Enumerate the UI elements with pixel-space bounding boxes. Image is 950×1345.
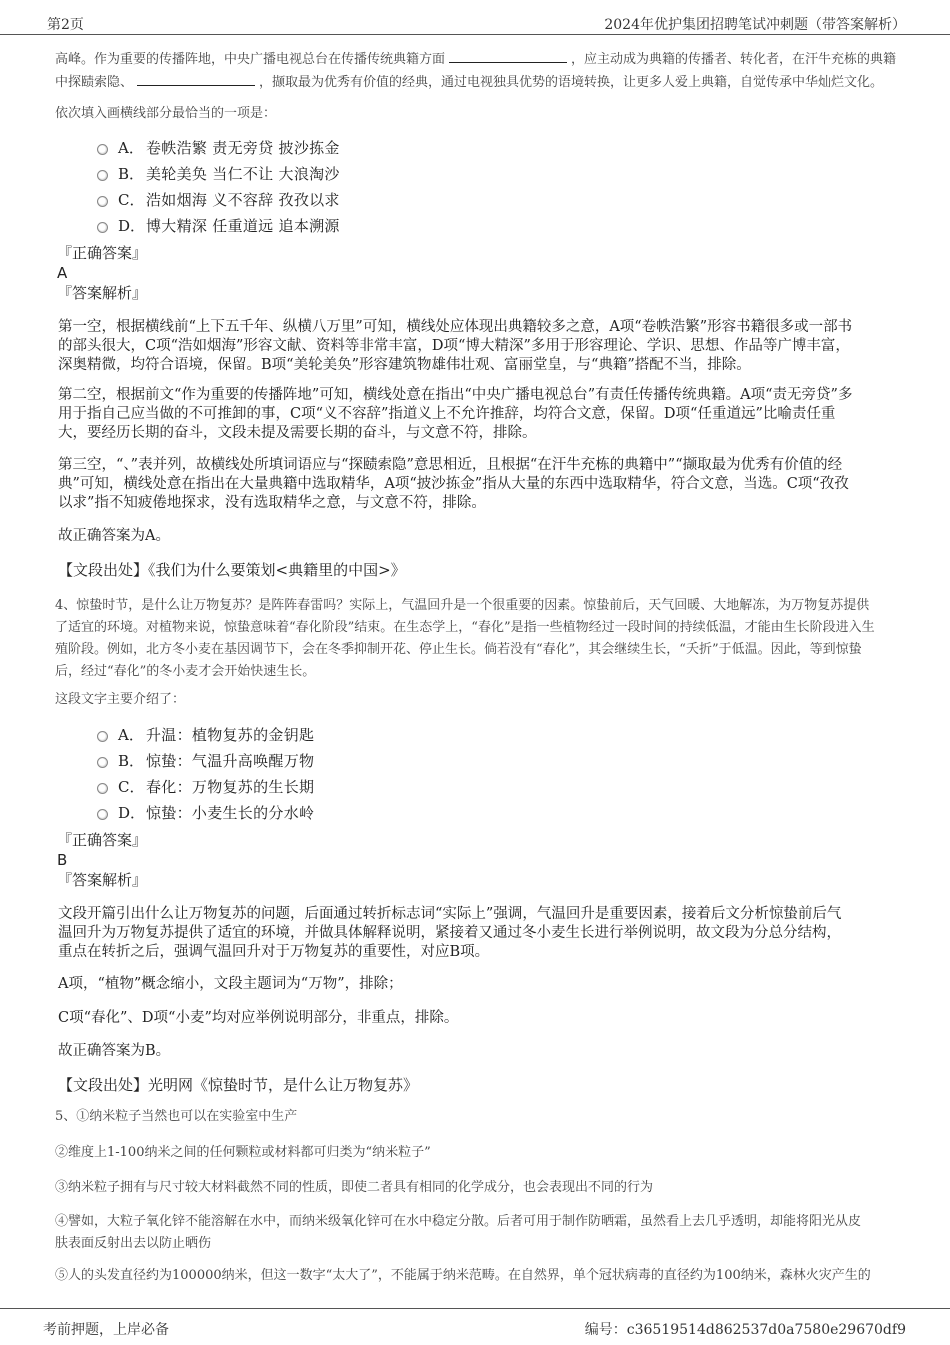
- q4-analysis-p1: 文段开篇引出什么让万物复苏的问题，后面通过转折标志词“实际上”强调，气温回升是重要因素，接着后文分析惊蛰前后气 温回升为万物复苏提供了适宜的环境，并做具体解释说明，紧接着又通过冬小麦生长进行举例说明，故文段为分总分结构， 重点在转折之后，强调气温回升对于万物复苏的重要性，对应B项。: [58, 906, 842, 960]
- q3-analysis-p1: 第一空，根据横线前“上下五千年、纵横八万里”可知，横线处应体现出典籍较多之意，A项“卷帙浩繁”形容书籍很多或一部书 的部头很大，C项“浩如烟海”形容文献、资料等非常丰富，D项“博大精深”多用于形容理论、学识、思想、作品等广博丰富， 深奥精微，均符合语境，保留。B项“美轮美奂”形容建筑物雄伟壮观、富丽堂皇，与“典籍”搭配不当，排除。: [58, 319, 853, 373]
- q3-conclusion: 故正确答案为A。: [58, 528, 170, 544]
- q4-question: 这段文字主要介绍了：: [55, 692, 186, 707]
- q4-conclusion: 故正确答案为B。: [58, 1043, 171, 1059]
- q3-option-b[interactable]: B． 美轮美奂 当仁不让 大浪淘沙: [97, 160, 340, 186]
- q3-analysis-label: 『答案解析』: [57, 284, 148, 302]
- document-title: 2024年优护集团招聘笔试冲刺题（带答案解析）: [604, 17, 906, 33]
- page-footer: [0, 1308, 950, 1345]
- q3-options: [97, 134, 340, 238]
- radio-icon[interactable]: [97, 809, 108, 820]
- q4-analysis-label: 『答案解析』: [57, 871, 148, 889]
- q4-option-a[interactable]: A． 升温：植物复苏的金钥匙: [97, 721, 314, 747]
- q3-question: 依次填入画横线部分最恰当的一项是：: [55, 106, 277, 121]
- q5-item-4: ④譬如，大粒子氧化锌不能溶解在水中，而纳米级氧化锌可在水中稳定分散。后者可用于制作防晒霜，虽然看上去几乎透明，却能将阳光从皮 肤表面反射出去以防止晒伤: [55, 1214, 862, 1251]
- q3-option-d[interactable]: D． 博大精深 任重道远 追本溯源: [97, 212, 340, 238]
- q5-item-3: ③纳米粒子拥有与尺寸较大材料截然不同的性质，即使二者具有相同的化学成分，也会表现出不同的行为: [55, 1180, 654, 1195]
- q4-options: [97, 721, 314, 825]
- fill-blank-1: [449, 48, 567, 63]
- q3-option-a[interactable]: A． 卷帙浩繁 责无旁贷 披沙拣金: [97, 134, 340, 160]
- q4-option-b[interactable]: B． 惊蛰：气温升高唤醒万物: [97, 747, 314, 773]
- page-header: [0, 0, 950, 35]
- fill-blank-2: [137, 71, 255, 86]
- radio-icon[interactable]: [97, 170, 108, 181]
- q4-analysis-p2: A项，“植物”概念缩小，文段主题词为“万物”，排除；: [58, 976, 403, 992]
- document-id: 编号：c36519514d862537d0a7580e29670df9: [584, 1322, 906, 1338]
- page-number: 第2页: [47, 17, 84, 33]
- q5-item-5: ⑤人的头发直径约为100000纳米，但这一数字“太大了”，不能属于纳米范畴。在自然界，单个冠状病毒的直径约为100纳米，森林火灾产生的: [55, 1268, 871, 1283]
- q4-answer-label: 『正确答案』: [57, 831, 148, 849]
- q4-source: 【文段出处】光明网《惊蛰时节，是什么让万物复苏》: [58, 1076, 419, 1094]
- footer-slogan: 考前押题，上岸必备: [43, 1322, 169, 1338]
- q5-item-1: 5、①纳米粒子当然也可以在实验室中生产: [55, 1109, 298, 1124]
- radio-icon[interactable]: [97, 196, 108, 207]
- q3-analysis-p3: 第三空，“、”表并列，故横线处所填词语应与“探赜索隐”意思相近，且根据“在汗牛充栋的典籍中”“撷取最为优秀有价值的经 典”可知，横线处意在指出在大量典籍中选取精华，A项“披沙拣金”指从大量的东西中选取精华，符合文意，当选。C项“孜孜 以求”指不知疲倦地探求，没有选取精华之意，与文意不符，排除。: [58, 457, 849, 511]
- radio-icon[interactable]: [97, 731, 108, 742]
- q4-passage: 4、惊蛰时节，是什么让万物复苏？是阵阵春雷吗？实际上，气温回升是一个很重要的因素。惊蛰前后，天气回暖、大地解冻，为万物复苏提供 了适宜的环境。对植物来说，惊蛰意味着“春化阶段”结束。在生态学上，“春化”是指一些植物经过一段时间的持续低温，才能由生长阶段进入生 殖阶段。例如，北方冬小麦在基因调节下，会在冬季抑制开花、停止生长。倘若没有“春化”，其会继续生长，“夭折”于低温。因此，等到惊蛰 后，经过“春化”的冬小麦才会开始快速生长。: [55, 598, 875, 679]
- radio-icon[interactable]: [97, 757, 108, 768]
- q3-source: 【文段出处】《我们为什么要策划<典籍里的中国>》: [58, 561, 406, 579]
- q4-option-d[interactable]: D． 惊蛰：小麦生长的分水岭: [97, 799, 314, 825]
- q5-item-2: ②维度上1-100纳米之间的任何颗粒或材料都可归类为“纳米粒子”: [55, 1145, 431, 1160]
- radio-icon[interactable]: [97, 783, 108, 794]
- radio-icon[interactable]: [97, 222, 108, 233]
- q4-answer: B: [57, 851, 68, 869]
- q3-answer: A: [57, 264, 68, 282]
- radio-icon[interactable]: [97, 144, 108, 155]
- q3-answer-label: 『正确答案』: [57, 244, 148, 262]
- q3-passage: 高峰。作为重要的传播阵地，中央广播电视总台在传播传统典籍方面 ，应主动成为典籍的传播者、转化者，在汗牛充栋的典籍 中探赜索隐、 ，撷取最为优秀有价值的经典，通过电视独具优势的语境转换，让更多人爱上典籍，自觉传承中华灿烂文化。: [55, 48, 915, 94]
- q3-analysis-p2: 第二空，根据前文“作为重要的传播阵地”可知，横线处意在指出“中央广播电视总台”有责任传播传统典籍。A项“责无旁贷”多 用于指自己应当做的不可推卸的事，C项“义不容辞”指道义上不允许推辞，均符合文意，保留。D项“任重道远”比喻责任重 大，要经历长期的奋斗，文段未提及需要长期的奋斗，与文意不符，排除。: [58, 387, 853, 441]
- q3-option-c[interactable]: C． 浩如烟海 义不容辞 孜孜以求: [97, 186, 340, 212]
- q4-option-c[interactable]: C． 春化：万物复苏的生长期: [97, 773, 314, 799]
- q4-analysis-p3: C项“春化”、D项“小麦”均对应举例说明部分，非重点，排除。: [58, 1010, 459, 1026]
